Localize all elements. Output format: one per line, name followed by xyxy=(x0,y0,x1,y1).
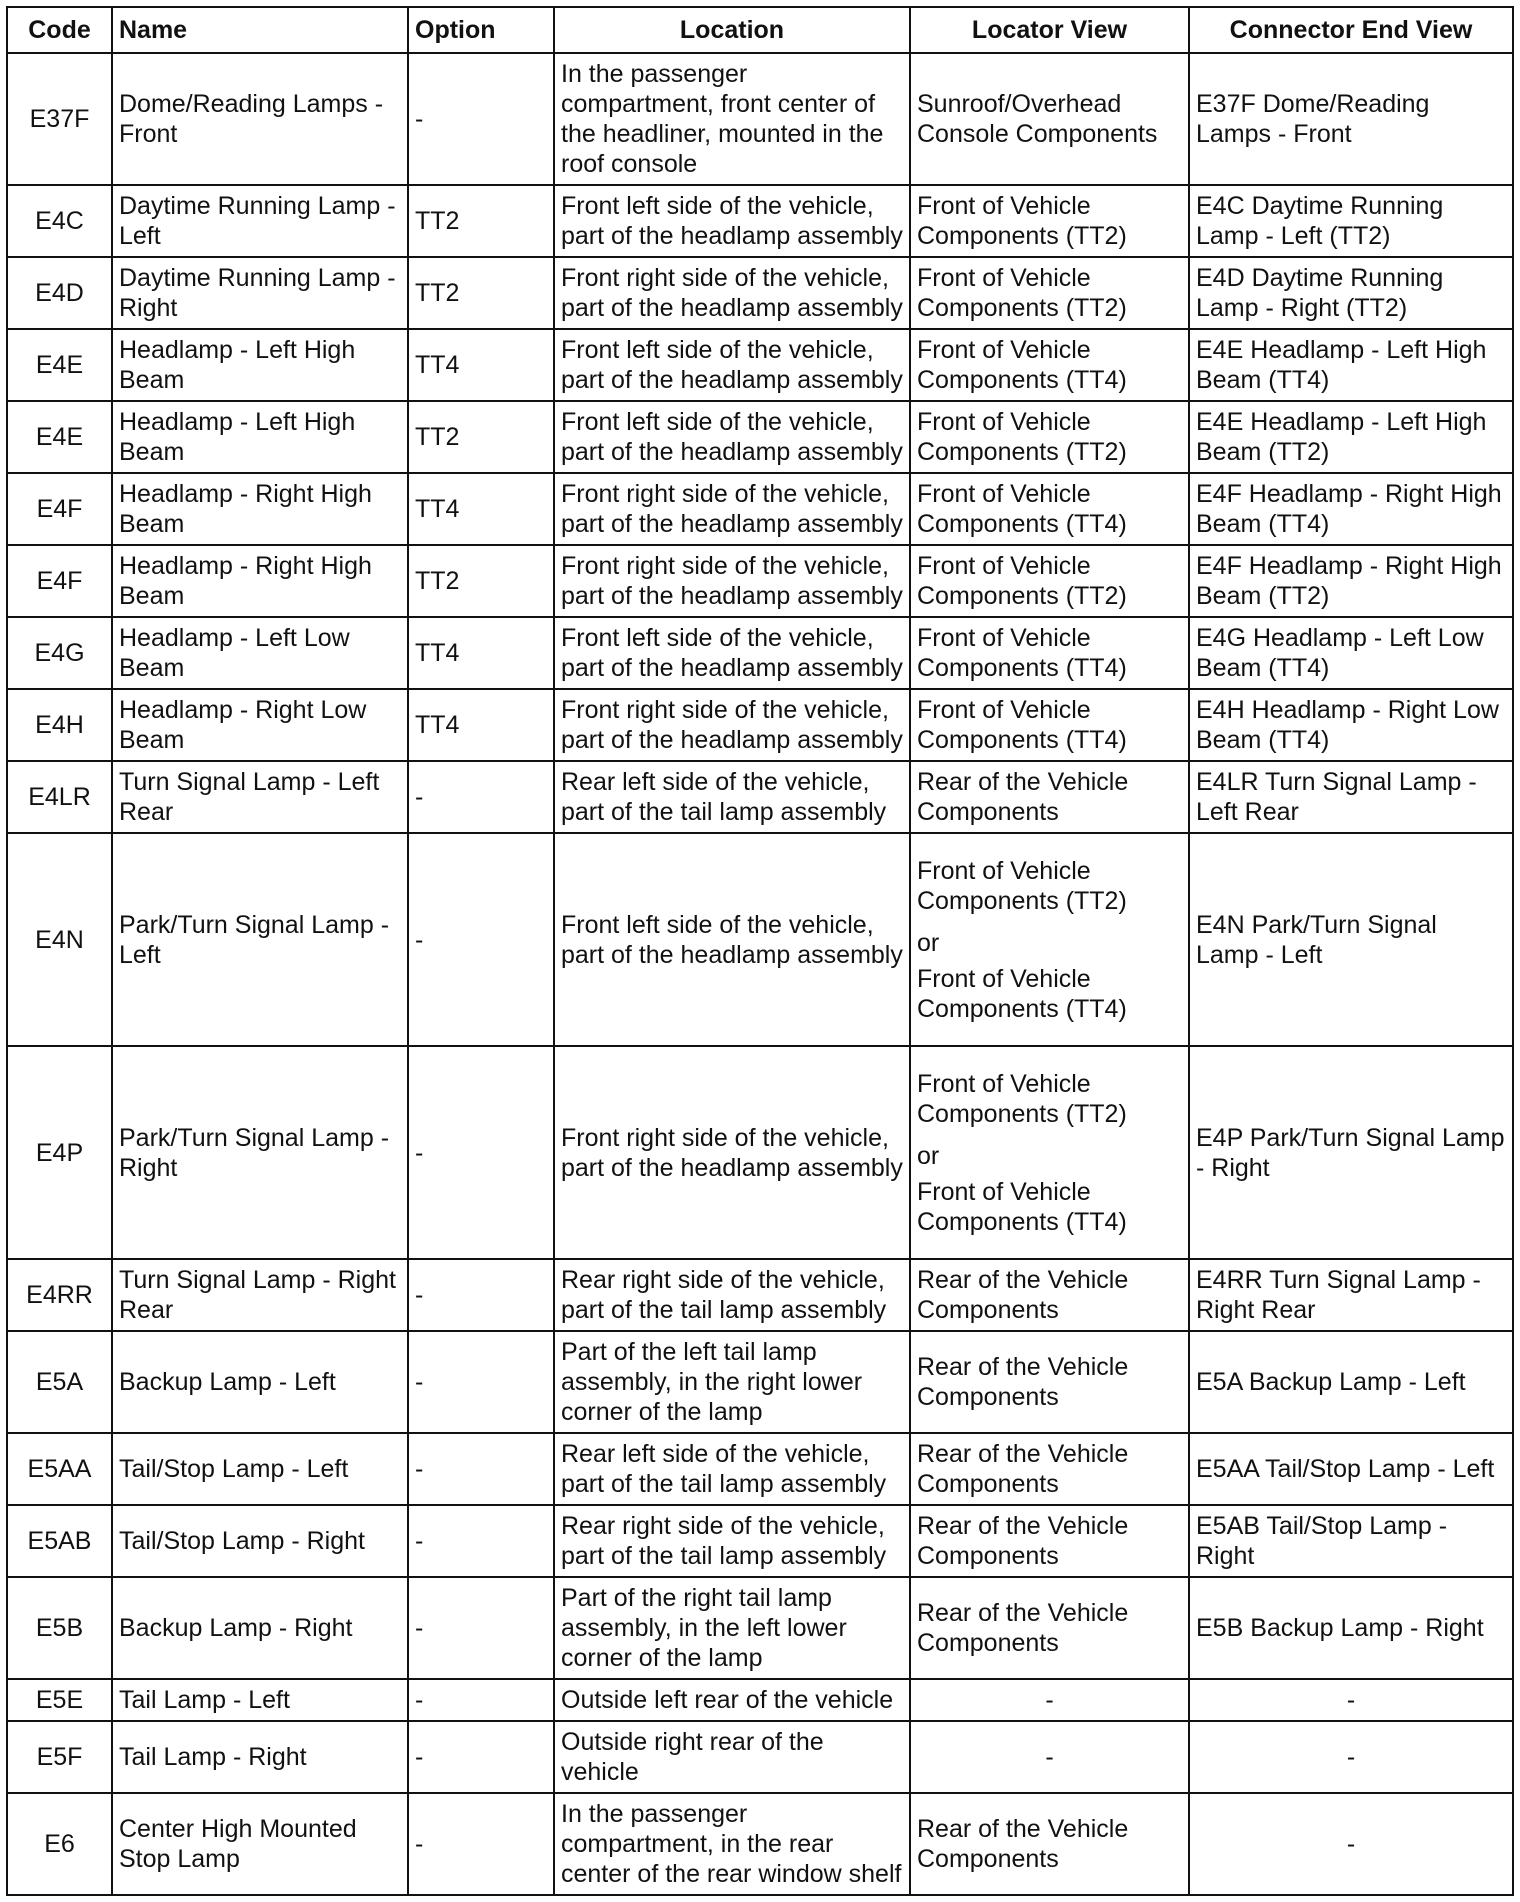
cell-location: Front left side of the vehicle, part of the headlamp assembly xyxy=(554,329,910,401)
cell-locator-view: - xyxy=(910,1721,1189,1793)
component-locator-table xyxy=(6,6,1514,1896)
cell-code: E4P xyxy=(7,1046,112,1259)
table-row xyxy=(7,545,1513,617)
cell-option: - xyxy=(408,1793,554,1895)
cell-name: Park/Turn Signal Lamp - Right xyxy=(112,1046,408,1259)
cell-connector-end-view: - xyxy=(1189,1721,1513,1793)
cell-name: Tail Lamp - Right xyxy=(112,1721,408,1793)
cell-locator-view: Rear of the Vehicle Components xyxy=(910,1505,1189,1577)
cell-name: Backup Lamp - Right xyxy=(112,1577,408,1679)
cell-code: E4N xyxy=(7,833,112,1046)
cell-locator-view xyxy=(910,1046,1189,1259)
cell-option: - xyxy=(408,1433,554,1505)
cell-locator-view: Front of Vehicle Components (TT4) xyxy=(910,329,1189,401)
cell-code: E5A xyxy=(7,1331,112,1433)
cell-option: - xyxy=(408,761,554,833)
cell-option: - xyxy=(408,1259,554,1331)
cell-locator-view: Front of Vehicle Components (TT2) xyxy=(910,185,1189,257)
component-locator-table-wrapper xyxy=(6,6,1512,1896)
cell-locator-view: Rear of the Vehicle Components xyxy=(910,761,1189,833)
cell-connector-end-view: E4C Daytime Running Lamp - Left (TT2) xyxy=(1189,185,1513,257)
locator-view-or: or xyxy=(917,1141,940,1170)
table-row xyxy=(7,617,1513,689)
locator-view-option-2: Front of Vehicle Components (TT4) xyxy=(917,964,1127,1023)
cell-option: - xyxy=(408,1577,554,1679)
cell-code: E4C xyxy=(7,185,112,257)
cell-location: Front right side of the vehicle, part of the headlamp assembly xyxy=(554,257,910,329)
cell-connector-end-view: E4N Park/Turn Signal Lamp - Left xyxy=(1189,833,1513,1046)
cell-connector-end-view: E4E Headlamp - Left High Beam (TT2) xyxy=(1189,401,1513,473)
header-location: Location xyxy=(554,7,910,53)
cell-locator-view: Front of Vehicle Components (TT4) xyxy=(910,689,1189,761)
cell-location: Front right side of the vehicle, part of the headlamp assembly xyxy=(554,545,910,617)
cell-name: Center High Mounted Stop Lamp xyxy=(112,1793,408,1895)
cell-locator-view: Front of Vehicle Components (TT4) xyxy=(910,617,1189,689)
cell-connector-end-view: - xyxy=(1189,1679,1513,1721)
cell-locator-view: Front of Vehicle Components (TT2) xyxy=(910,401,1189,473)
cell-name: Tail/Stop Lamp - Right xyxy=(112,1505,408,1577)
cell-code: E5F xyxy=(7,1721,112,1793)
cell-option: TT4 xyxy=(408,473,554,545)
table-row xyxy=(7,1679,1513,1721)
table-row xyxy=(7,473,1513,545)
cell-location: Front right side of the vehicle, part of the headlamp assembly xyxy=(554,473,910,545)
cell-connector-end-view: E4P Park/Turn Signal Lamp - Right xyxy=(1189,1046,1513,1259)
cell-code: E4E xyxy=(7,401,112,473)
cell-option: TT2 xyxy=(408,257,554,329)
cell-code: E5B xyxy=(7,1577,112,1679)
cell-connector-end-view: E4G Headlamp - Left Low Beam (TT4) xyxy=(1189,617,1513,689)
header-option: Option xyxy=(408,7,554,53)
cell-locator-view: Front of Vehicle Components (TT2) xyxy=(910,257,1189,329)
cell-name: Tail Lamp - Left xyxy=(112,1679,408,1721)
cell-code: E4E xyxy=(7,329,112,401)
table-row xyxy=(7,1433,1513,1505)
table-row xyxy=(7,257,1513,329)
cell-code: E5AB xyxy=(7,1505,112,1577)
cell-location: Rear right side of the vehicle, part of the tail lamp assembly xyxy=(554,1505,910,1577)
header-name: Name xyxy=(112,7,408,53)
cell-option: - xyxy=(408,1046,554,1259)
cell-name: Dome/Reading Lamps - Front xyxy=(112,53,408,185)
cell-option: - xyxy=(408,1331,554,1433)
cell-option: TT4 xyxy=(408,329,554,401)
locator-view-option-1: Front of Vehicle Components (TT2) xyxy=(917,856,1127,915)
cell-locator-view: Sunroof/Overhead Console Components xyxy=(910,53,1189,185)
cell-location: Outside left rear of the vehicle xyxy=(554,1679,910,1721)
table-row xyxy=(7,1577,1513,1679)
cell-option: TT4 xyxy=(408,689,554,761)
cell-name: Backup Lamp - Left xyxy=(112,1331,408,1433)
cell-option: - xyxy=(408,1721,554,1793)
cell-name: Daytime Running Lamp - Right xyxy=(112,257,408,329)
cell-location: Outside right rear of the vehicle xyxy=(554,1721,910,1793)
table-row xyxy=(7,1259,1513,1331)
cell-locator-view: Front of Vehicle Components (TT4) xyxy=(910,473,1189,545)
cell-code: E4D xyxy=(7,257,112,329)
cell-connector-end-view: E4E Headlamp - Left High Beam (TT4) xyxy=(1189,329,1513,401)
cell-name: Turn Signal Lamp - Left Rear xyxy=(112,761,408,833)
table-row xyxy=(7,1046,1513,1259)
cell-locator-view: Front of Vehicle Components (TT2) xyxy=(910,545,1189,617)
cell-location: Front left side of the vehicle, part of the headlamp assembly xyxy=(554,833,910,1046)
table-row xyxy=(7,329,1513,401)
table-row xyxy=(7,53,1513,185)
cell-name: Headlamp - Left High Beam xyxy=(112,329,408,401)
cell-location: In the passenger compartment, in the rear center of the rear window shelf xyxy=(554,1793,910,1895)
table-row xyxy=(7,1331,1513,1433)
locator-view-or: or xyxy=(917,928,940,957)
cell-code: E4G xyxy=(7,617,112,689)
cell-name: Tail/Stop Lamp - Left xyxy=(112,1433,408,1505)
cell-connector-end-view: E5AB Tail/Stop Lamp - Right xyxy=(1189,1505,1513,1577)
table-row xyxy=(7,401,1513,473)
cell-name: Headlamp - Right High Beam xyxy=(112,545,408,617)
locator-view-option-2: Front of Vehicle Components (TT4) xyxy=(917,1177,1127,1236)
cell-name: Headlamp - Left Low Beam xyxy=(112,617,408,689)
cell-code: E5E xyxy=(7,1679,112,1721)
table-row xyxy=(7,1505,1513,1577)
cell-locator-view xyxy=(910,833,1189,1046)
cell-option: TT2 xyxy=(408,401,554,473)
cell-connector-end-view: E5AA Tail/Stop Lamp - Left xyxy=(1189,1433,1513,1505)
cell-location: Front left side of the vehicle, part of the headlamp assembly xyxy=(554,617,910,689)
cell-location: Front right side of the vehicle, part of the headlamp assembly xyxy=(554,1046,910,1259)
cell-code: E6 xyxy=(7,1793,112,1895)
cell-option: - xyxy=(408,833,554,1046)
cell-code: E4H xyxy=(7,689,112,761)
cell-option: - xyxy=(408,53,554,185)
locator-view-option-1: Front of Vehicle Components (TT2) xyxy=(917,1069,1127,1128)
cell-connector-end-view: E37F Dome/Reading Lamps - Front xyxy=(1189,53,1513,185)
table-row xyxy=(7,761,1513,833)
header-locator-view: Locator View xyxy=(910,7,1189,53)
cell-locator-view: Rear of the Vehicle Components xyxy=(910,1793,1189,1895)
cell-connector-end-view: E5B Backup Lamp - Right xyxy=(1189,1577,1513,1679)
cell-locator-view: Rear of the Vehicle Components xyxy=(910,1331,1189,1433)
cell-option: - xyxy=(408,1679,554,1721)
cell-connector-end-view: E4LR Turn Signal Lamp - Left Rear xyxy=(1189,761,1513,833)
cell-connector-end-view: E5A Backup Lamp - Left xyxy=(1189,1331,1513,1433)
cell-option: TT2 xyxy=(408,185,554,257)
table-row xyxy=(7,185,1513,257)
cell-location: Part of the left tail lamp assembly, in the right lower corner of the lamp xyxy=(554,1331,910,1433)
cell-locator-view: Rear of the Vehicle Components xyxy=(910,1577,1189,1679)
cell-name: Turn Signal Lamp - Right Rear xyxy=(112,1259,408,1331)
cell-name: Headlamp - Right High Beam xyxy=(112,473,408,545)
cell-option: - xyxy=(408,1505,554,1577)
header-connector-end-view: Connector End View xyxy=(1189,7,1513,53)
table-row xyxy=(7,833,1513,1046)
cell-name: Park/Turn Signal Lamp - Left xyxy=(112,833,408,1046)
table-row xyxy=(7,1721,1513,1793)
cell-location: Part of the right tail lamp assembly, in the left lower corner of the lamp xyxy=(554,1577,910,1679)
cell-name: Daytime Running Lamp - Left xyxy=(112,185,408,257)
cell-code: E4F xyxy=(7,473,112,545)
cell-connector-end-view: E4D Daytime Running Lamp - Right (TT2) xyxy=(1189,257,1513,329)
cell-connector-end-view: E4F Headlamp - Right High Beam (TT4) xyxy=(1189,473,1513,545)
cell-location: Rear right side of the vehicle, part of the tail lamp assembly xyxy=(554,1259,910,1331)
cell-location: Front left side of the vehicle, part of the headlamp assembly xyxy=(554,185,910,257)
cell-locator-view: Rear of the Vehicle Components xyxy=(910,1259,1189,1331)
cell-code: E4F xyxy=(7,545,112,617)
cell-connector-end-view: E4F Headlamp - Right High Beam (TT2) xyxy=(1189,545,1513,617)
header-code: Code xyxy=(7,7,112,53)
cell-name: Headlamp - Left High Beam xyxy=(112,401,408,473)
cell-option: TT4 xyxy=(408,617,554,689)
cell-code: E5AA xyxy=(7,1433,112,1505)
cell-location: Rear left side of the vehicle, part of the tail lamp assembly xyxy=(554,761,910,833)
cell-connector-end-view: - xyxy=(1189,1793,1513,1895)
header-row xyxy=(7,7,1513,53)
cell-code: E4RR xyxy=(7,1259,112,1331)
cell-location: In the passenger compartment, front center of the headliner, mounted in the roof console xyxy=(554,53,910,185)
cell-locator-view: - xyxy=(910,1679,1189,1721)
cell-connector-end-view: E4RR Turn Signal Lamp - Right Rear xyxy=(1189,1259,1513,1331)
cell-location: Front left side of the vehicle, part of the headlamp assembly xyxy=(554,401,910,473)
cell-code: E37F xyxy=(7,53,112,185)
cell-option: TT2 xyxy=(408,545,554,617)
table-row xyxy=(7,689,1513,761)
cell-location: Rear left side of the vehicle, part of the tail lamp assembly xyxy=(554,1433,910,1505)
cell-name: Headlamp - Right Low Beam xyxy=(112,689,408,761)
cell-location: Front right side of the vehicle, part of the headlamp assembly xyxy=(554,689,910,761)
cell-connector-end-view: E4H Headlamp - Right Low Beam (TT4) xyxy=(1189,689,1513,761)
cell-code: E4LR xyxy=(7,761,112,833)
cell-locator-view: Rear of the Vehicle Components xyxy=(910,1433,1189,1505)
table-row xyxy=(7,1793,1513,1895)
